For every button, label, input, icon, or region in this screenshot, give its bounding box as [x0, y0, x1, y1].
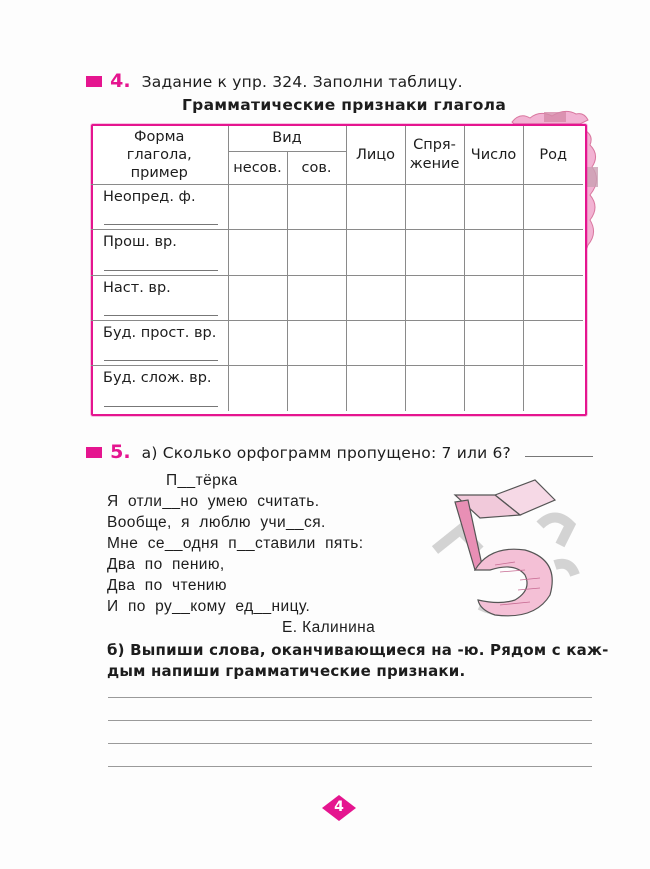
example-writing-line[interactable]: [104, 315, 218, 316]
answer-cell[interactable]: [405, 184, 464, 229]
task-part-a: а) Сколько орфограмм пропущено: 7 или 6?: [141, 444, 511, 462]
answer-cell[interactable]: [523, 184, 583, 229]
number-five-illustration-icon: [420, 470, 590, 625]
answer-cell[interactable]: [464, 275, 523, 320]
answer-cell[interactable]: [464, 365, 523, 411]
table-row: [91, 365, 583, 411]
poem-line: Мне се__одня п__ставили пять:: [107, 535, 364, 552]
row-label-cell: [91, 184, 228, 229]
poem-line: И по ру__кому ед__ницу.: [107, 598, 311, 615]
row-label-cell: [91, 275, 228, 320]
answer-cell[interactable]: [287, 275, 346, 320]
example-writing-line[interactable]: [104, 270, 218, 271]
verb-features-table: [91, 126, 583, 411]
table-row: [91, 275, 583, 320]
header-form: [91, 126, 228, 184]
answer-cell[interactable]: [287, 320, 346, 365]
answer-cell[interactable]: [346, 229, 405, 275]
poem-line: Два по чтению: [107, 577, 227, 594]
task-bullet-icon: [86, 447, 102, 458]
answer-cell[interactable]: [523, 229, 583, 275]
header-perfective: сов.: [287, 151, 346, 184]
header-form-line1: Форма: [134, 128, 185, 145]
header-conjugation-line2: жение: [409, 155, 460, 172]
header-conjugation: [405, 126, 464, 184]
table-row: [91, 229, 583, 275]
page-number-badge: [322, 795, 356, 821]
poem-line: Два по пению,: [107, 556, 225, 573]
example-writing-line[interactable]: [104, 406, 218, 407]
answer-writing-line[interactable]: [108, 697, 592, 698]
table-row: [91, 184, 583, 229]
task-part-b-line1: б) Выпиши слова, оканчивающиеся на -ю. Рядом с каж-: [107, 641, 609, 659]
header-person: Лицо: [346, 126, 405, 184]
task-part-b-line2: дым напиши грамматические признаки.: [107, 662, 466, 680]
answer-cell[interactable]: [287, 229, 346, 275]
answer-cell[interactable]: [228, 320, 287, 365]
answer-cell[interactable]: [346, 320, 405, 365]
row-label: Буд. прост. вр.: [103, 324, 217, 341]
task-5-header: [86, 441, 511, 463]
row-label: Буд. слож. вр.: [103, 369, 212, 386]
poem-line: Я отли__но умею считать.: [107, 493, 320, 510]
answer-cell[interactable]: [287, 184, 346, 229]
example-writing-line[interactable]: [104, 360, 218, 361]
answer-cell[interactable]: [228, 275, 287, 320]
answer-blank-line[interactable]: [525, 456, 593, 457]
poem-line: Вообще, я люблю учи__ся.: [107, 514, 326, 531]
row-label-cell: [91, 365, 228, 411]
header-form-line3: пример: [130, 164, 188, 181]
answer-cell[interactable]: [228, 184, 287, 229]
header-imperfective: несов.: [228, 151, 287, 184]
answer-cell[interactable]: [346, 365, 405, 411]
answer-cell[interactable]: [523, 275, 583, 320]
example-writing-line[interactable]: [104, 224, 218, 225]
table-row: [91, 320, 583, 365]
header-conjugation-line1: Спря-: [413, 136, 456, 153]
row-label-cell: [91, 320, 228, 365]
task-instruction: Задание к упр. 324. Заполни таблицу.: [141, 73, 463, 91]
task-4-header: [86, 70, 463, 92]
answer-writing-line[interactable]: [108, 766, 592, 767]
header-form-line2: глагола,: [126, 146, 192, 163]
answer-cell[interactable]: [464, 229, 523, 275]
answer-cell[interactable]: [523, 320, 583, 365]
row-label: Прош. вр.: [103, 233, 177, 250]
answer-cell[interactable]: [287, 365, 346, 411]
answer-cell[interactable]: [228, 365, 287, 411]
answer-cell[interactable]: [523, 365, 583, 411]
page-number: 4: [334, 799, 344, 815]
answer-cell[interactable]: [464, 184, 523, 229]
answer-cell[interactable]: [346, 275, 405, 320]
answer-cell[interactable]: [405, 365, 464, 411]
answer-cell[interactable]: [405, 320, 464, 365]
answer-writing-line[interactable]: [108, 720, 592, 721]
poem-author: Е. Калинина: [282, 619, 376, 636]
answer-cell[interactable]: [405, 275, 464, 320]
answer-writing-line[interactable]: [108, 743, 592, 744]
decorative-letters-side-icon: [584, 125, 606, 260]
task-number: 4.: [110, 70, 131, 92]
table-title: Грамматические признаки глагола: [182, 96, 507, 114]
task-bullet-icon: [86, 76, 102, 87]
row-label-cell: [91, 229, 228, 275]
row-label: Наст. вр.: [103, 279, 171, 296]
header-number: Число: [464, 126, 523, 184]
row-label: Неопред. ф.: [103, 188, 196, 205]
header-aspect: Вид: [228, 126, 346, 151]
task-number: 5.: [110, 441, 131, 463]
answer-cell[interactable]: [464, 320, 523, 365]
poem-title: П__тёрка: [166, 472, 238, 489]
answer-cell[interactable]: [346, 184, 405, 229]
answer-cell[interactable]: [228, 229, 287, 275]
answer-cell[interactable]: [405, 229, 464, 275]
header-gender: Род: [523, 126, 583, 184]
